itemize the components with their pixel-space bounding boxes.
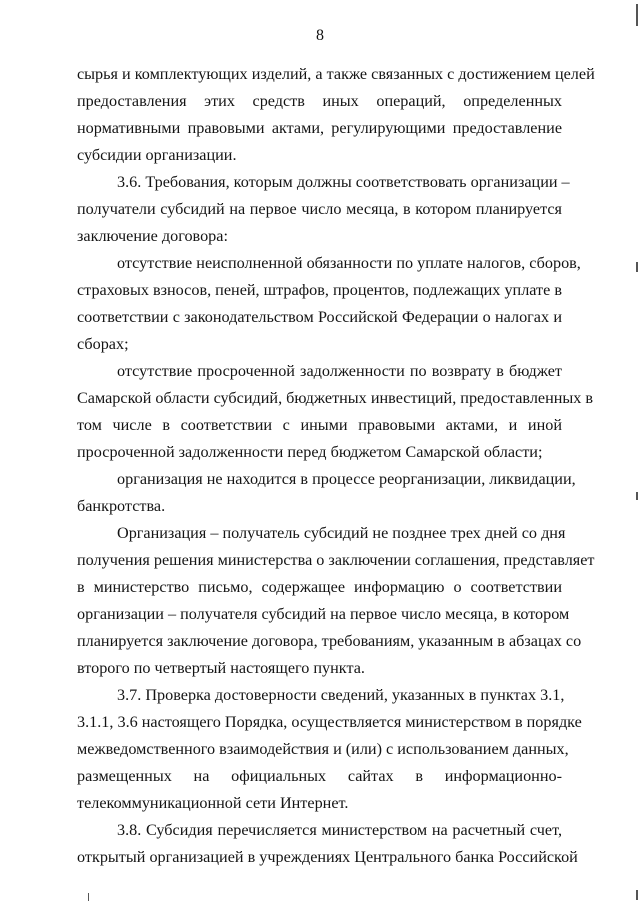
text-line: сырья и комплектующих изделий, а также связанных с достижением целей [77,65,595,83]
text-line: страховых взносов, пеней, штрафов, процентов, подлежащих уплате в [77,281,562,299]
scan-artifact [88,893,89,901]
text-line: размещенных на официальных сайтах в информационно- [77,767,562,785]
text-line: получения решения министерства о заключении соглашения, представляет [77,551,595,569]
text-line: банкротства. [77,497,166,515]
text-line: 3.6. Требования, которым должны соответствовать организации – [117,173,570,191]
text-line: второго по четвертый настоящего пункта. [77,659,365,677]
text-line: соответствии с законодательством Российской Федерации о налогах и [77,308,562,326]
text-line: в министерство письмо, содержащее информацию о соответствии [77,578,562,596]
scan-artifact [636,890,638,900]
text-line: сборах; [77,335,129,353]
text-line: том числе в соответствии с иными правовыми актами, и иной [77,416,562,434]
text-line: просроченной задолженности перед бюджетом Самарской области; [77,443,543,461]
scan-artifact [636,4,638,26]
text-line: получатели субсидий на первое число месяца, в котором планируется [77,200,562,218]
text-line: Организация – получатель субсидий не позднее трех дней со дня [117,524,566,542]
text-line: заключение договора: [77,227,228,245]
text-line: 3.8. Субсидия перечисляется министерством на расчетный счет, [117,821,562,839]
scan-artifact [636,262,638,272]
text-line: 3.7. Проверка достоверности сведений, указанных в пунктах 3.1, [117,686,565,704]
text-line: нормативными правовыми актами, регулирующими предоставление [77,119,562,137]
scan-artifact [636,492,638,500]
text-line: межведомственного взаимодействия и (или) с использованием данных, [77,740,569,758]
page-number: 8 [316,27,324,44]
text-line: субсидии организации. [77,146,237,164]
text-line: телекоммуникационной сети Интернет. [77,794,349,812]
text-line: 3.1.1, 3.6 настоящего Порядка, осуществляется министерством в порядке [77,713,582,731]
text-line: предоставления этих средств иных операций, определенных [77,92,562,110]
text-line: Самарской области субсидий, бюджетных инвестиций, предоставленных в [77,389,594,407]
document-body [77,61,595,871]
text-line: отсутствие неисполненной обязанности по уплате налогов, сборов, [117,254,581,272]
text-line: организации – получателя субсидий на первое число месяца, в котором [77,605,570,623]
text-line: организация не находится в процессе реорганизации, ликвидации, [117,470,576,488]
text-line: отсутствие просроченной задолженности по возврату в бюджет [117,362,562,380]
text-line: планируется заключение договора, требованиям, указанным в абзацах со [77,632,582,650]
text-line: открытый организацией в учреждениях Центрального банка Российской [77,848,578,866]
